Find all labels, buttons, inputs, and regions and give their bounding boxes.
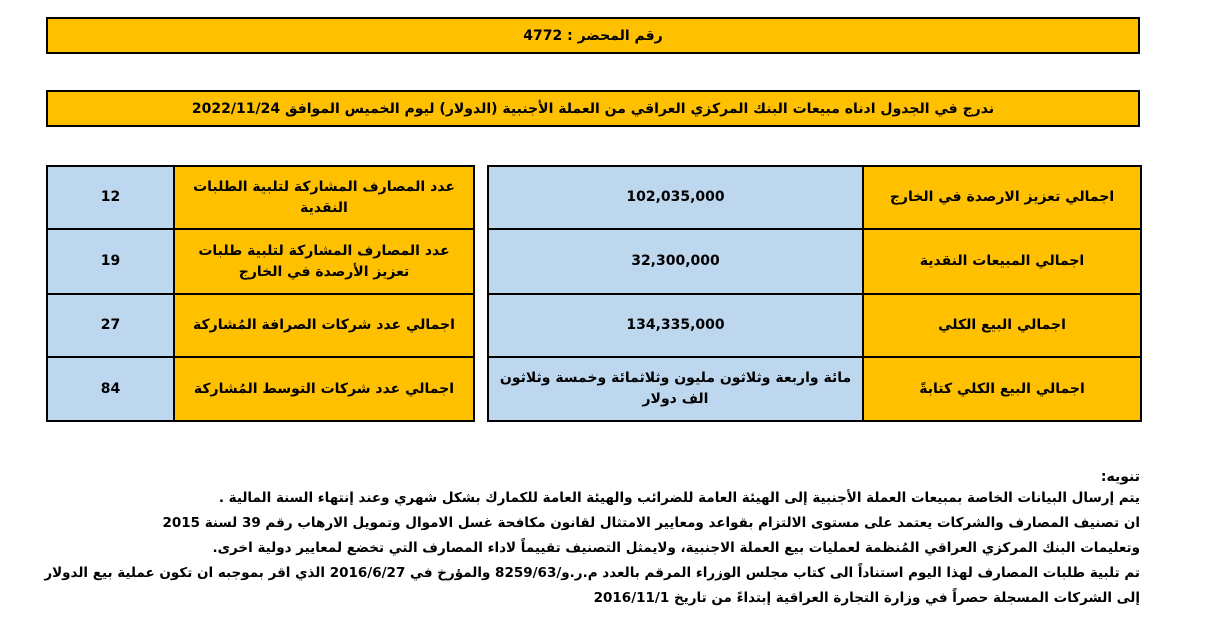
headline-banner [46, 90, 1140, 127]
participants-row-count: 19 [47, 229, 174, 294]
participants-row-label: عدد المصارف المشاركة لتلبية طلبات تعزيز الأرصدة في الخارج [174, 229, 474, 294]
participants-row-count: 27 [47, 294, 174, 357]
participants-row-label: اجمالي عدد شركات الصرافة المُشاركة [174, 294, 474, 357]
record-number-banner [46, 17, 1140, 54]
sales-row-label: اجمالي البيع الكلي كتابةً [863, 357, 1141, 421]
table-row [47, 357, 474, 421]
notes-title: تنويه: [1100, 469, 1140, 485]
notes-section [46, 486, 1140, 611]
notes-line: يتم إرسال البيانات الخاصة بمبيعات العملة الأجنبية إلى الهيئة العامة للضرائب والهيئة العامة للكمارك بشكل شهري وعند إنتهاء السنة المالية . [218, 490, 1140, 506]
sales-row-label: اجمالي المبيعات النقدية [863, 229, 1141, 294]
headline-text: ندرج في الجدول ادناه مبيعات البنك المركزي العراقي من العملة الأجنبية (الدولار) ليوم الخميس الموافق 2022/11/24 [191, 100, 995, 117]
notes-line: ان تصنيف المصارف والشركات يعتمد على مستوى الالتزام بقواعد ومعايير الامتثال لقانون مكافحة غسل الاموال وتمويل الارهاب رقم 39 لسنة 2015 [162, 515, 1140, 531]
participants-table [46, 165, 475, 422]
sales-row-value: مائة واربعة وثلاثون مليون وثلاثمائة وخمسة وثلاثون الف دولار [488, 357, 863, 421]
table-row [488, 229, 1141, 294]
participants-row-label: عدد المصارف المشاركة لتلبية الطلبات النقدية [174, 166, 474, 229]
table-row [488, 357, 1141, 421]
participants-row-label: اجمالي عدد شركات التوسط المُشاركة [174, 357, 474, 421]
participants-row-count: 12 [47, 166, 174, 229]
table-row [47, 229, 474, 294]
sales-row-label: اجمالي تعزيز الارصدة في الخارج [863, 166, 1141, 229]
sales-row-value: 102,035,000 [488, 166, 863, 229]
table-row [488, 294, 1141, 357]
sales-row-label: اجمالي البيع الكلي [863, 294, 1141, 357]
record-number-text: رقم المحضر : 4772 [523, 27, 663, 44]
notes-line: وتعليمات البنك المركزي العراقي المُنظمة لعمليات بيع العملة الاجنبية، ولايمثل التصنيف تقييماً لاداء المصارف التي تخضع لمعايير دولية اخرى. [212, 540, 1140, 556]
notes-line: تم تلبية طلبات المصارف لهذا اليوم استناداً الى كتاب مجلس الوزراء المرقم بالعدد م.ر.و/8259/63 والمؤرخ في 2016/6/27 الذي اقر بموجبه ان تكون عملية بيع الدولار [44, 565, 1140, 581]
sales-row-value: 134,335,000 [488, 294, 863, 357]
notes-line: إلى الشركات المسجلة حصراً في وزارة التجارة العراقية إبتداءً من تاريخ 2016/11/1 [593, 590, 1140, 606]
table-row [488, 166, 1141, 229]
participants-row-count: 84 [47, 357, 174, 421]
sales-summary-table [487, 165, 1142, 422]
table-row [47, 294, 474, 357]
sales-row-value: 32,300,000 [488, 229, 863, 294]
table-row [47, 166, 474, 229]
